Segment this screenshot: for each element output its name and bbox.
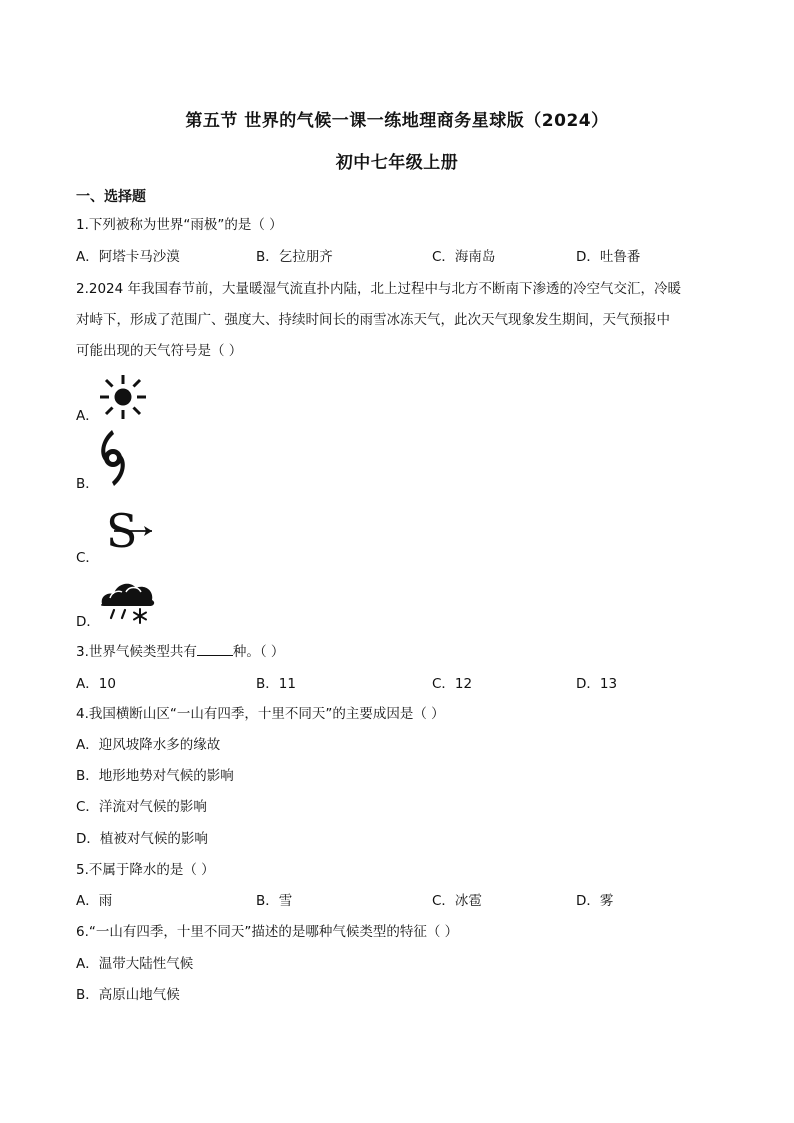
question-5-option-a: A．雨 (76, 893, 113, 909)
question-3-option-d: D．13 (576, 676, 618, 692)
question-5-option-c: C．冰雹 (432, 893, 482, 909)
question-4-option-a: A．迎风坡降水多的缘故 (76, 737, 221, 753)
question-2-line-2: 对峙下，形成了范围广、强度大、持续时间长的雨雪冰冻天气，此次天气现象发生期间，天气预报中 (76, 312, 670, 328)
question-4-option-d: D．植被对气候的影响 (76, 831, 208, 847)
question-6-option-a: A．温带大陆性气候 (76, 956, 194, 972)
question-1-option-a: A．阿塔卡马沙漠 (76, 249, 180, 265)
wind-arrow-icon (104, 505, 160, 555)
answer-blank (197, 642, 233, 656)
typhoon-icon (96, 428, 130, 488)
sun-icon (98, 374, 148, 420)
question-4-option-c: C．洋流对气候的影响 (76, 799, 207, 815)
section-heading: 一、选择题 (76, 189, 146, 205)
question-3-option-a: A．10 (76, 676, 116, 692)
question-6-stem: 6.“一山有四季，十里不同天”描述的是哪种气候类型的特征（ ） (76, 924, 459, 940)
question-1-stem: 1.下列被称为世界“雨极”的是（ ） (76, 217, 283, 233)
question-5-option-b: B．雪 (256, 893, 293, 909)
question-2-line-1: 2.2024 年我国春节前，大量暖湿气流直扑内陆，北上过程中与北方不断南下渗透的冷空气交汇，冷暖 (76, 281, 682, 297)
question-3-option-b: B．11 (256, 676, 296, 692)
question-5-option-d: D．雾 (576, 893, 614, 909)
page-title: 第五节 世界的气候一课一练地理商务星球版（2024） (185, 111, 609, 131)
question-5-stem: 5.不属于降水的是（ ） (76, 862, 215, 878)
page-subtitle: 初中七年级上册 (335, 153, 459, 173)
question-2-option-a-label: A． (76, 408, 99, 424)
question-3-stem (76, 642, 284, 661)
question-3-stem-after: 种。（ ） (232, 644, 285, 660)
question-2-option-d-label: D． (76, 614, 100, 630)
question-3-option-c: C．12 (432, 676, 473, 692)
question-1-option-c: C．海南岛 (432, 249, 496, 265)
question-2-line-3: 可能出现的天气符号是（ ） (76, 343, 243, 359)
question-4-stem: 4.我国横断山区“一山有四季，十里不同天”的主要成因是（ ） (76, 706, 445, 722)
question-2-option-b-label: B． (76, 476, 99, 492)
question-6-option-b: B．高原山地气候 (76, 987, 180, 1003)
question-1-option-b: B．乞拉朋齐 (256, 249, 333, 265)
question-2-option-c-label: C． (76, 550, 99, 566)
question-4-option-b: B．地形地势对气候的影响 (76, 768, 234, 784)
question-1-option-d: D．吐鲁番 (576, 249, 641, 265)
question-3-stem-before: 3.世界气候类型共有 (76, 644, 197, 660)
svg-text:S: S (106, 505, 138, 555)
sleet-icon (98, 578, 158, 624)
